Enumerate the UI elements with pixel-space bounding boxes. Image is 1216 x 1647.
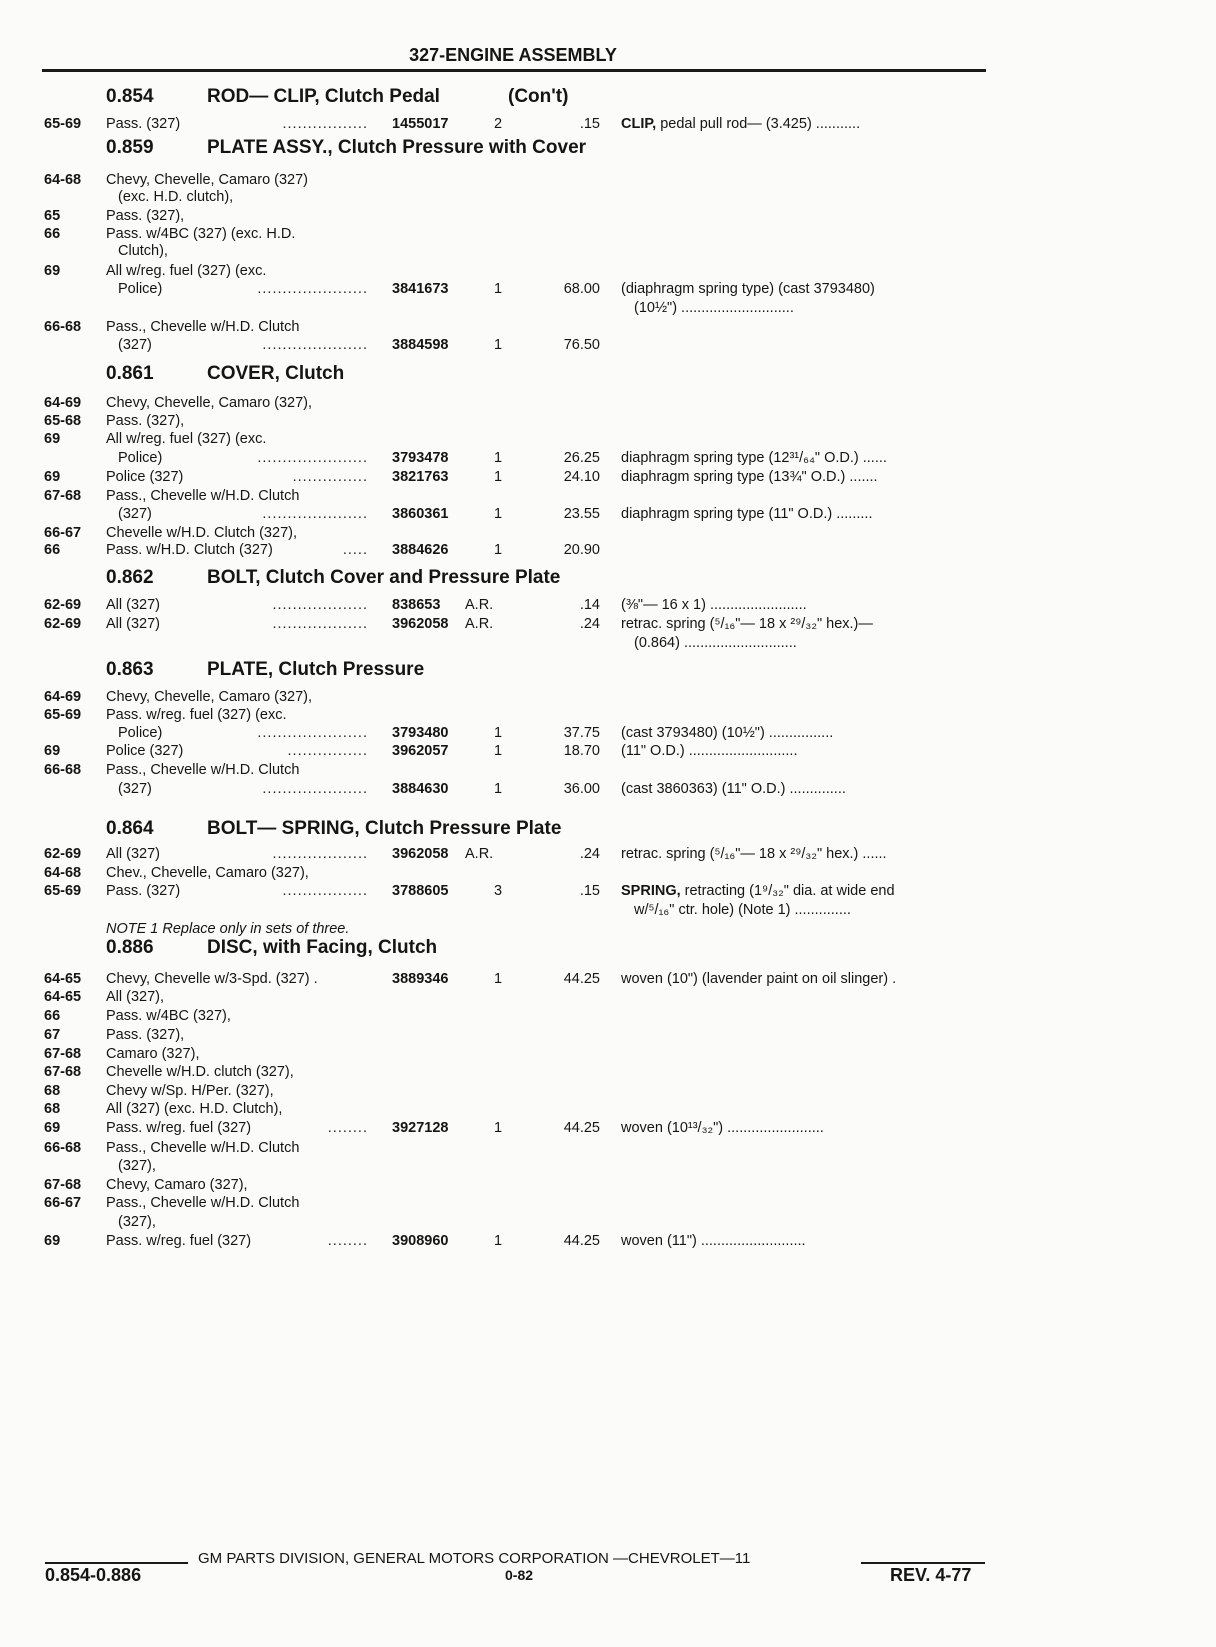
table-row (0, 1064, 1000, 1082)
table-row (0, 450, 1000, 468)
vehicle-application: Chevy, Chevelle, Camaro (327), (106, 395, 313, 411)
model-year: 66 (44, 226, 61, 242)
table-row (0, 488, 1000, 506)
vehicle-application: Pass. w/reg. fuel (327) (106, 1120, 252, 1136)
part-description-text: (cast 3860363) (11" O.D.) .............. (621, 781, 846, 797)
table-row (0, 1158, 1000, 1176)
table-row (0, 1177, 1000, 1195)
vehicle-application: Chev., Chevelle, Camaro (327), (106, 865, 309, 881)
table-row (0, 506, 1000, 524)
table-row (0, 208, 1000, 226)
part-description-text: woven (11") .......................... (621, 1233, 806, 1249)
part-description-text: (⅜"— 16 x 1) ........................ (621, 597, 807, 613)
vehicle-application: Pass. (327), (106, 208, 185, 224)
vehicle-application: Pass., Chevelle w/H.D. Clutch (106, 1140, 300, 1156)
model-year: 67-68 (44, 488, 82, 504)
part-description (621, 616, 873, 633)
part-number: 3884630 (392, 781, 449, 797)
vehicle-application: Chevelle w/H.D. Clutch (327), (106, 525, 297, 541)
part-number: 3962058 (392, 616, 449, 632)
model-year: 65 (44, 208, 61, 224)
vehicle-application: Pass. w/reg. fuel (327) (exc. (106, 707, 287, 723)
table-row (0, 281, 1000, 299)
part-number: 3841673 (392, 281, 449, 297)
vehicle-application: Police) (118, 281, 163, 297)
header-rule (42, 69, 986, 72)
price: .24 (579, 616, 600, 632)
part-description-text: w/⁵/₁₆" ctr. hole) (Note 1) .............. (634, 902, 851, 918)
leader-dots: ...................... (257, 725, 368, 741)
price: 44.25 (563, 1233, 600, 1249)
part-description-text: (11" O.D.) ........................... (621, 743, 798, 759)
model-year: 67-68 (44, 1046, 82, 1062)
footer-rule-right (861, 1562, 985, 1564)
table-row (0, 172, 1000, 190)
table-row (0, 189, 1000, 207)
model-year: 64-65 (44, 989, 82, 1005)
table-row (0, 725, 1000, 743)
model-year: 66 (44, 542, 61, 558)
model-year: 69 (44, 1233, 61, 1249)
vehicle-application: Chevy, Chevelle, Camaro (327) (106, 172, 309, 188)
leader-dots: ..................... (262, 506, 368, 522)
section-number: 0.861 (106, 363, 154, 384)
table-row (0, 116, 1000, 134)
vehicle-application: (327), (118, 1158, 156, 1174)
vehicle-application: All (327) (106, 597, 160, 613)
part-number: 3884626 (392, 542, 449, 558)
model-year: 64-68 (44, 172, 82, 188)
part-number: 3962058 (392, 846, 449, 862)
table-row (0, 431, 1000, 449)
part-description (621, 506, 872, 523)
section-title: BOLT, Clutch Cover and Pressure Plate (207, 567, 561, 588)
table-row (0, 1195, 1000, 1213)
model-year: 62-69 (44, 616, 82, 632)
part-number: 1455017 (392, 116, 449, 132)
leader-dots: ................ (287, 743, 368, 759)
vehicle-application: Chevy, Camaro (327), (106, 1177, 248, 1193)
quantity: 1 (494, 725, 503, 741)
table-row (0, 525, 1000, 543)
footer-page-number: 0-82 (505, 1567, 534, 1583)
part-description-text: retracting (1⁹/₃₂" dia. at wide end (680, 883, 895, 899)
leader-dots: ..................... (262, 781, 368, 797)
model-year: 69 (44, 431, 61, 447)
price: 44.25 (563, 971, 600, 987)
table-row (0, 1214, 1000, 1232)
section-title: ROD— CLIP, Clutch Pedal (207, 86, 440, 107)
footer-revision: REV. 4-77 (890, 1565, 972, 1585)
part-description-text: woven (10") (lavender paint on oil slinger) . (621, 971, 897, 987)
vehicle-application: (327) (118, 781, 152, 797)
table-row (0, 413, 1000, 431)
section-number: 0.859 (106, 137, 154, 158)
price: 68.00 (563, 281, 600, 297)
vehicle-application: Pass., Chevelle w/H.D. Clutch (106, 762, 300, 778)
vehicle-application: Chevy, Chevelle w/3-Spd. (327) . (106, 971, 318, 987)
part-description (621, 116, 860, 133)
table-row (0, 1008, 1000, 1026)
model-year: 67 (44, 1027, 61, 1043)
part-description (621, 469, 878, 486)
section-continued: (Con't) (508, 86, 569, 107)
part-description-text: diaphragm spring type (11" O.D.) ......... (621, 506, 873, 522)
part-description (621, 725, 833, 742)
part-description (621, 883, 895, 900)
model-year: 69 (44, 469, 61, 485)
leader-dots: ........ (327, 1233, 368, 1249)
model-year: 65-69 (44, 116, 82, 132)
model-year: 66-68 (44, 762, 82, 778)
model-year: 65-68 (44, 413, 82, 429)
quantity: 3 (494, 883, 503, 899)
quantity: 1 (494, 781, 503, 797)
price: 44.25 (563, 1120, 600, 1136)
vehicle-application: (327) (118, 506, 152, 522)
part-description (634, 635, 797, 652)
vehicle-application: Pass. (327), (106, 413, 185, 429)
quantity: 1 (494, 469, 503, 485)
leader-dots: ................. (282, 116, 368, 132)
table-row (0, 1233, 1000, 1251)
part-number: 3908960 (392, 1233, 449, 1249)
leader-dots: ...................... (257, 450, 368, 466)
section-title: PLATE ASSY., Clutch Pressure with Cover (207, 137, 587, 158)
part-description (621, 1120, 824, 1137)
part-description (621, 971, 896, 988)
part-number: 3821763 (392, 469, 449, 485)
price: .15 (579, 883, 600, 899)
table-row (0, 616, 1000, 634)
model-year: 62-69 (44, 597, 82, 613)
vehicle-application: All (327) (106, 616, 160, 632)
table-row (0, 865, 1000, 883)
price: 26.25 (563, 450, 600, 466)
leader-dots: ...................... (257, 281, 368, 297)
part-description-name: SPRING, (621, 883, 681, 899)
quantity: A.R. (465, 616, 494, 632)
table-row (0, 597, 1000, 615)
vehicle-application: Pass., Chevelle w/H.D. Clutch (106, 488, 300, 504)
price: 18.70 (563, 743, 600, 759)
leader-dots: ................... (272, 846, 368, 862)
part-number: 3884598 (392, 337, 449, 353)
part-number: 3889346 (392, 971, 449, 987)
model-year: 66 (44, 1008, 61, 1024)
part-description-text: retrac. spring (⁵/₁₆"— 18 x ²⁹/₃₂" hex.) ...... (621, 846, 887, 862)
quantity: 1 (494, 542, 503, 558)
table-row (0, 635, 1000, 653)
section-number: 0.863 (106, 659, 154, 680)
table-row (0, 395, 1000, 413)
leader-dots: ................. (282, 883, 368, 899)
vehicle-application: Pass. w/4BC (327) (exc. H.D. (106, 226, 296, 242)
table-row (0, 1101, 1000, 1119)
part-description (621, 450, 887, 467)
section-title: COVER, Clutch (207, 363, 345, 384)
part-number: 838653 (392, 597, 441, 613)
table-row (0, 1027, 1000, 1045)
model-year: 66-67 (44, 525, 82, 541)
table-row (0, 707, 1000, 725)
part-description (634, 902, 851, 919)
vehicle-application: Pass. (327), (106, 1027, 185, 1043)
leader-dots: ..................... (262, 337, 368, 353)
table-row (0, 300, 1000, 318)
quantity: 1 (494, 450, 503, 466)
model-year: 64-65 (44, 971, 82, 987)
vehicle-application: All (327), (106, 989, 165, 1005)
model-year: 66-68 (44, 1140, 82, 1156)
part-number: 3788605 (392, 883, 449, 899)
part-description-text: diaphragm spring type (12³¹/₆₄" O.D.) ...... (621, 450, 887, 466)
table-row (0, 243, 1000, 261)
vehicle-application: Chevelle w/H.D. clutch (327), (106, 1064, 294, 1080)
part-description (621, 1233, 806, 1250)
part-description (621, 743, 798, 760)
table-row (0, 781, 1000, 799)
quantity: 1 (494, 1233, 503, 1249)
table-row (0, 762, 1000, 780)
vehicle-application: (327) (118, 337, 152, 353)
price: .15 (579, 116, 600, 132)
model-year: 64-69 (44, 689, 82, 705)
table-row (0, 689, 1000, 707)
table-row (0, 989, 1000, 1007)
vehicle-application: All (327) (exc. H.D. Clutch), (106, 1101, 283, 1117)
vehicle-application: Camaro (327), (106, 1046, 200, 1062)
quantity: 1 (494, 971, 503, 987)
model-year: 64-68 (44, 865, 82, 881)
quantity: 1 (494, 743, 503, 759)
table-row (0, 469, 1000, 487)
table-row (0, 1140, 1000, 1158)
part-number: 3962057 (392, 743, 449, 759)
price: .24 (579, 846, 600, 862)
part-description-text: diaphragm spring type (13¾" O.D.) ....... (621, 469, 878, 485)
part-number: 3860361 (392, 506, 449, 522)
vehicle-application: Pass. w/4BC (327), (106, 1008, 231, 1024)
table-row (0, 1120, 1000, 1138)
leader-dots: ........ (327, 1120, 368, 1136)
leader-dots: ............... (292, 469, 368, 485)
model-year: 66-68 (44, 319, 82, 335)
page-title: 327-ENGINE ASSEMBLY (409, 45, 617, 65)
vehicle-application: Pass., Chevelle w/H.D. Clutch (106, 319, 300, 335)
quantity: 1 (494, 337, 503, 353)
vehicle-application: Chevy w/Sp. H/Per. (327), (106, 1083, 274, 1099)
vehicle-application: Police (327) (106, 469, 184, 485)
part-description-text: pedal pull rod— (3.425) ........... (656, 116, 861, 132)
vehicle-application: Pass. (327) (106, 116, 181, 132)
quantity: 1 (494, 281, 503, 297)
part-description (634, 300, 794, 317)
table-row (0, 263, 1000, 281)
section-number: 0.864 (106, 818, 154, 839)
section-number: 0.854 (106, 86, 154, 107)
table-row (0, 971, 1000, 989)
price: 20.90 (563, 542, 600, 558)
part-description-text: (10½") ............................ (634, 300, 794, 316)
part-description-name: CLIP, (621, 116, 657, 132)
model-year: 65-69 (44, 883, 82, 899)
part-description (621, 846, 887, 863)
table-row (0, 1083, 1000, 1101)
model-year: 69 (44, 743, 61, 759)
table-row (0, 542, 1000, 560)
vehicle-application: Pass. w/reg. fuel (327) (106, 1233, 252, 1249)
part-description (621, 597, 807, 614)
model-year: 67-68 (44, 1064, 82, 1080)
table-row (0, 846, 1000, 864)
model-year: 69 (44, 263, 61, 279)
vehicle-application: All w/reg. fuel (327) (exc. (106, 431, 267, 447)
table-row (0, 337, 1000, 355)
price: 23.55 (563, 506, 600, 522)
vehicle-application: Police) (118, 450, 163, 466)
part-number: 3793478 (392, 450, 449, 466)
part-description (621, 281, 875, 298)
footer-publisher: GM PARTS DIVISION, GENERAL MOTORS CORPORATION —CHEVROLET—11 (198, 1550, 751, 1567)
table-row (0, 226, 1000, 244)
model-year: 67-68 (44, 1177, 82, 1193)
part-description-text: (0.864) ............................ (634, 635, 797, 651)
vehicle-application: All (327) (106, 846, 160, 862)
section-title: PLATE, Clutch Pressure (207, 659, 425, 680)
vehicle-application: All w/reg. fuel (327) (exc. (106, 263, 267, 279)
model-year: 66-67 (44, 1195, 82, 1211)
quantity: 1 (494, 506, 503, 522)
section-number: 0.886 (106, 937, 154, 958)
model-year: 65-69 (44, 707, 82, 723)
vehicle-application: Pass. w/H.D. Clutch (327) (106, 542, 273, 558)
price: 37.75 (563, 725, 600, 741)
model-year: 62-69 (44, 846, 82, 862)
quantity: A.R. (465, 597, 494, 613)
vehicle-application: Pass., Chevelle w/H.D. Clutch (106, 1195, 300, 1211)
leader-dots: ................... (272, 616, 368, 632)
table-row (0, 883, 1000, 901)
vehicle-application: Police (327) (106, 743, 184, 759)
table-row (0, 902, 1000, 920)
vehicle-application: Clutch), (118, 243, 168, 259)
model-year: 68 (44, 1083, 61, 1099)
price: 76.50 (563, 337, 600, 353)
quantity: A.R. (465, 846, 494, 862)
quantity: 1 (494, 1120, 503, 1136)
table-row (0, 743, 1000, 761)
part-number: 3793480 (392, 725, 449, 741)
note-text: NOTE 1 Replace only in sets of three. (106, 921, 350, 937)
footer-rule-left (45, 1562, 188, 1564)
vehicle-application: Chevy, Chevelle, Camaro (327), (106, 689, 313, 705)
table-row (0, 319, 1000, 337)
part-description (621, 781, 846, 798)
section-title: BOLT— SPRING, Clutch Pressure Plate (207, 818, 562, 839)
model-year: 64-69 (44, 395, 82, 411)
footer-range: 0.854-0.886 (45, 1565, 142, 1585)
section-title: DISC, with Facing, Clutch (207, 937, 438, 958)
vehicle-application: Police) (118, 725, 163, 741)
vehicle-application: Pass. (327) (106, 883, 181, 899)
table-row (0, 1046, 1000, 1064)
part-description-text: woven (10¹³/₃₂") ........................ (621, 1120, 824, 1136)
part-number: 3927128 (392, 1120, 449, 1136)
leader-dots: ................... (272, 597, 368, 613)
leader-dots: ..... (342, 542, 368, 558)
part-description-text: retrac. spring (⁵/₁₆"— 18 x ²⁹/₃₂" hex.)— (621, 616, 873, 632)
model-year: 68 (44, 1101, 61, 1117)
price: 36.00 (563, 781, 600, 797)
price: .14 (579, 597, 600, 613)
part-description-text: (diaphragm spring type) (cast 3793480) (621, 281, 875, 297)
section-number: 0.862 (106, 567, 154, 588)
part-description-text: (cast 3793480) (10½") ................ (621, 725, 834, 741)
quantity: 2 (494, 116, 503, 132)
vehicle-application: (exc. H.D. clutch), (118, 189, 234, 205)
model-year: 69 (44, 1120, 61, 1136)
price: 24.10 (563, 469, 600, 485)
vehicle-application: (327), (118, 1214, 156, 1230)
